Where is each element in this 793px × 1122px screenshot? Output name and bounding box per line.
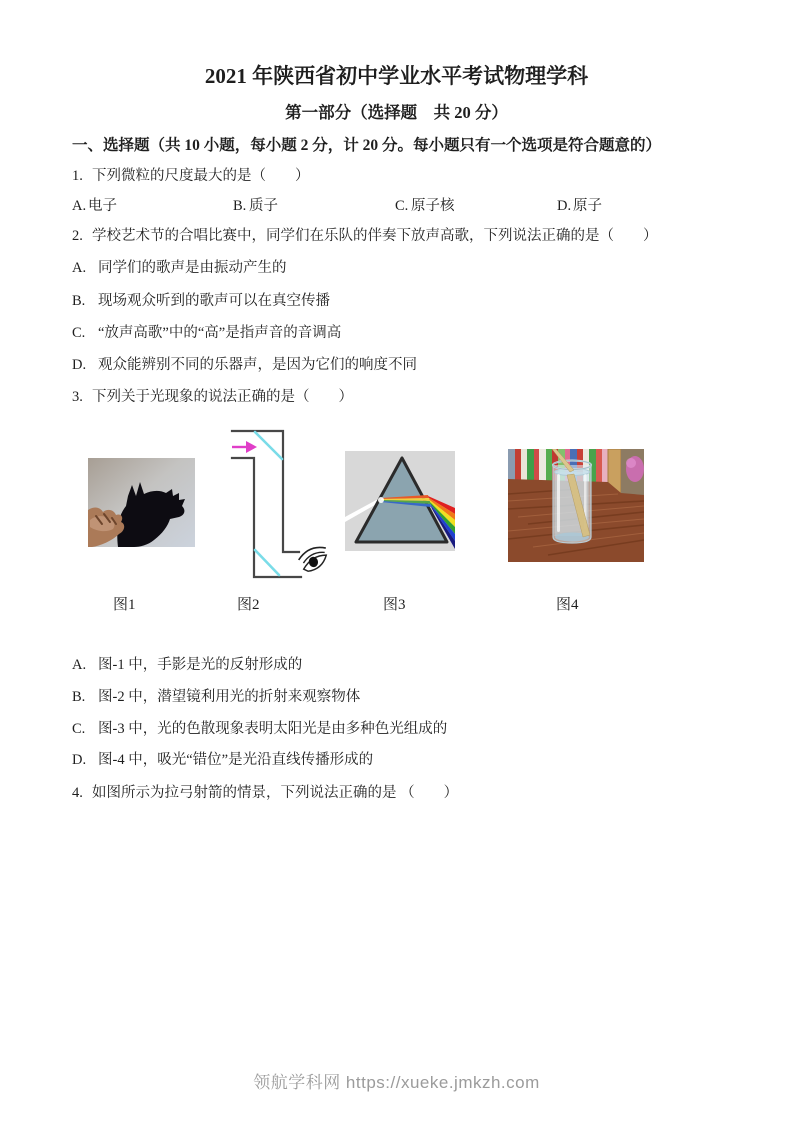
q3-option-a: A. 图-1 中，手影是光的反射形成的 [72, 657, 303, 673]
q1-option-b: B. 质子 [233, 198, 278, 214]
question-1-number: 1. [72, 168, 83, 184]
periscope-outline-left [232, 458, 301, 577]
top-mirror [255, 432, 282, 459]
question-4-number: 4. [72, 785, 83, 801]
q1-option-a: A. 电子 [72, 198, 117, 214]
question-3-number: 3. [72, 389, 83, 405]
q1-option-c: C. 原子核 [395, 198, 455, 214]
q2-option-a: A. 同学们的歌声是由振动产生的 [72, 260, 287, 276]
q2-option-d: D. 观众能辨别不同的乐器声，是因为它们的响度不同 [72, 357, 417, 373]
incoming-light-arrow [232, 441, 257, 453]
chopstick-in-water-photo [508, 449, 644, 562]
q2-option-b: B. 现场观众听到的歌声可以在真空传播 [72, 293, 330, 309]
q3-option-d: D. 图-4 中，吸光“错位”是光沿直线传播形成的 [72, 752, 374, 768]
q3-option-b: B. 图-2 中，潜望镜利用光的折射来观察物体 [72, 689, 361, 705]
periscope-diagram [225, 428, 330, 585]
section-heading: 一、选择题（共 10 小题，每小题 2 分，计 20 分。每小题只有一个选项是符合题意的） [72, 137, 662, 154]
q3-option-c: C. 图-3 中，光的色散现象表明太阳光是由多种色光组成的 [72, 721, 448, 737]
figure-3-label: 图3 [383, 597, 406, 613]
hand-shadow-photo [88, 458, 195, 547]
site-watermark: 领航学科网 https://xueke.jmkzh.com [253, 1073, 540, 1092]
question-1-stem: 1. 下列微粒的尺度最大的是（ ） [72, 168, 310, 184]
prism-dispersion-photo [345, 451, 455, 551]
q2-option-c: C. “放声高歌”中的“高”是指声音的音调高 [72, 325, 342, 341]
question-2-stem: 2. 学校艺术节的合唱比赛中，同学们在乐队的伴奏下放声高歌，下列说法正确的是（ ） [72, 228, 658, 244]
entry-glow [378, 497, 384, 503]
part-heading: 第一部分（选择题 共 20 分） [285, 103, 508, 122]
periscope-outline-right [232, 431, 299, 552]
eye-icon [297, 546, 330, 573]
question-4-stem: 4. 如图所示为拉弓射箭的情景，下列说法正确的是 （ ） [72, 785, 459, 801]
page-title: 2021 年陕西省初中学业水平考试物理学科 [204, 64, 589, 88]
figure-4-label: 图4 [556, 597, 579, 613]
question-3-stem: 3. 下列关于光现象的说法正确的是（ ） [72, 389, 353, 405]
bottom-mirror [255, 550, 279, 575]
question-2-number: 2. [72, 228, 83, 244]
figure-1-label: 图1 [113, 597, 136, 613]
figure-2-label: 图2 [237, 597, 260, 613]
q1-option-d: D. 原子 [557, 198, 602, 214]
